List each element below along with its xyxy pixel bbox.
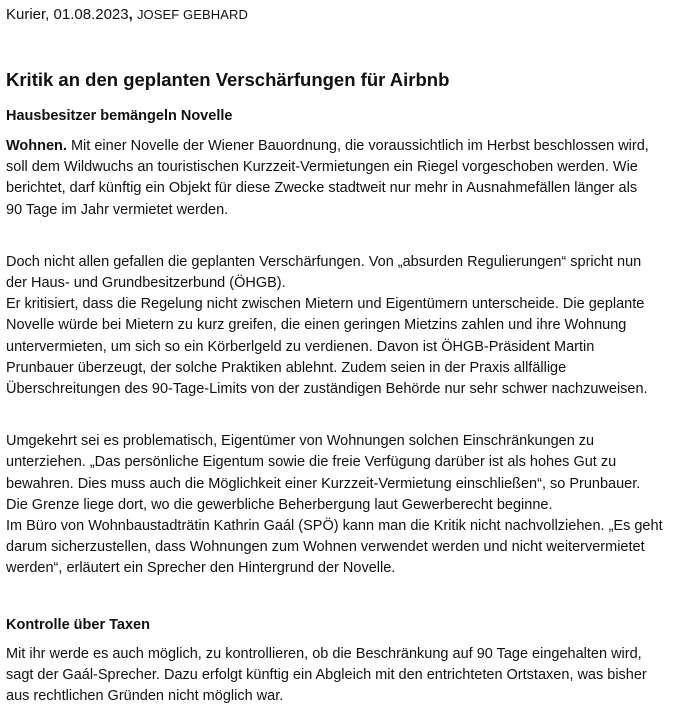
paragraph-3-line: unterziehen. „Das persönliche Eigentum sowie die freie Verfügung darüber ist als hohes Gut zu [6, 454, 617, 471]
paragraph-1-lead: Wohnen. [6, 138, 67, 154]
article-meta [6, 5, 675, 25]
paragraph-1-line: soll dem Wildwuchs an touristischen Kurzzeit-Vermietungen ein Riegel vorgeschoben werden. Wie [6, 159, 638, 176]
article-headline: Kritik an den geplanten Verschärfungen für Airbnb [6, 69, 450, 90]
paragraph-2-line: Doch nicht allen gefallen die geplanten Verschärfungen. Von „absurden Regulierungen“ spricht nun [6, 253, 642, 270]
paragraph-4-line: Mit ihr werde es auch möglich, zu kontrollieren, ob die Beschränkung auf 90 Tage eingehalten wird, [6, 645, 642, 662]
paragraph-1-line: 90 Tage im Jahr vermietet werden. [6, 201, 229, 218]
paragraph-4 [6, 644, 675, 708]
paragraph-2-line: Prunbauer überzeugt, der solche Praktiken ablehnt. Zudem seien in der Praxis allfällige [6, 359, 567, 376]
paragraph-1-line: berichtet, darf künftig ein Objekt für diese Zwecke stadtweit nur mehr in Ausnahmefällen länger als [6, 180, 638, 197]
paragraph-1-line-1 [6, 136, 675, 157]
article-subheadline: Hausbesitzer bemängeln Novelle [6, 108, 233, 124]
paragraph-3-line: bewahren. Dies muss auch die Möglichkeit einer Kurzzeit-Vermietung einschließen“, so Prunbauer. [6, 475, 641, 492]
source-date: Kurier, 01.08.2023 [6, 6, 129, 23]
paragraph-3-line: Die Grenze liege dort, wo die gewerbliche Beherbergung laut Gewerberecht beginne. [6, 496, 553, 513]
paragraph-3-line: Im Büro von Wohnbaustadträtin Kathrin Gaál (SPÖ) kann man die Kritik nicht nachvollziehen. „Es geht [6, 518, 663, 535]
article-subheadline-2: Kontrolle über Taxen [6, 616, 150, 633]
paragraph-2-line: Überschreitungen des 90-Tage-Limits von der zuständigen Behörde nur sehr schwer nachzuweisen. [6, 381, 648, 398]
paragraph-1-line-1-text: Mit einer Novelle der Wiener Bauordnung, die voraussichtlich im Herbst beschlossen wird, [66, 138, 649, 154]
paragraph-2-line: untervermieten, um sich so ein Körberlgeld zu verdienen. Davon ist ÖHGB-Präsident Martin [6, 338, 595, 355]
paragraph-2-line: Er kritisiert, dass die Regelung nicht zwischen Mietern und Eigentümern unterscheide. Die geplante [6, 296, 645, 313]
paragraph-4-line: aus rechtlichen Gründen nicht möglich war. [6, 688, 284, 705]
paragraph-1 [6, 136, 675, 221]
meta-comma: , [128, 6, 133, 23]
paragraph-2 [6, 252, 675, 400]
paragraph-3-line: Umgekehrt sei es problematisch, Eigentümer von Wohnungen solchen Einschränkungen zu [6, 433, 595, 450]
paragraph-3-line: werden“, erläutert ein Sprecher den Hintergrund der Novelle. [6, 560, 396, 577]
paragraph-2-line: der Haus- und Grundbesitzerbund (ÖHGB). [6, 275, 286, 292]
paragraph-4-line: sagt der Gaál-Sprecher. Dazu erfolgt künftig ein Abgleich mit den entrichteten Ortstaxen, was bisher [6, 666, 647, 683]
author-name: JOSEF GEBHARD [136, 7, 249, 22]
paragraph-3 [6, 431, 675, 579]
paragraph-3-line: darum sicherzustellen, dass Wohnungen zum Wohnen verwendet werden und nicht weitervermietet [6, 539, 645, 556]
paragraph-2-line: Novelle würde bei Mietern zu kurz greifen, die einen geringen Mietzins zahlen und ihre Wohnung [6, 317, 627, 334]
